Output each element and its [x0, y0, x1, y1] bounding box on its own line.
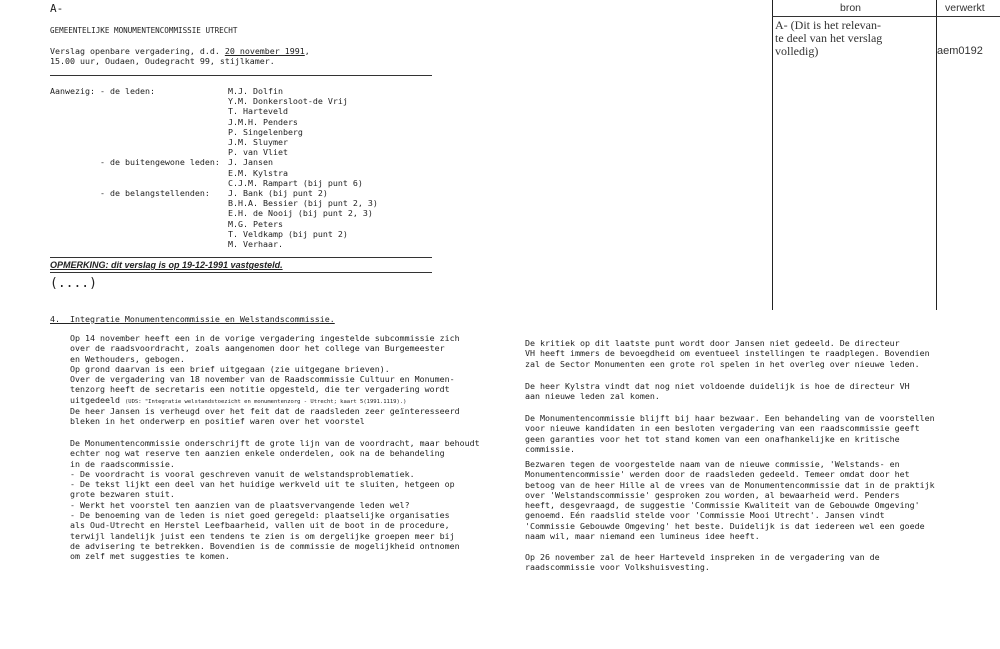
attendance-label: Aanwezig: [50, 86, 95, 96]
attendance-group-label: - de belangstellenden: [100, 188, 210, 198]
section-heading: 4. Integratie Monumentencommissie en Welstandscommissie. [50, 314, 335, 324]
attendance-group-label: - de buitengewone leden: [100, 157, 220, 168]
organization-title: GEMEENTELIJKE MONUMENTENCOMMISSIE UTRECHT [50, 26, 238, 35]
attendee-name: T. Harteveld [228, 106, 288, 117]
right-paragraph: De heer Kylstra vindt dat nog niet voldoende duidelijk is hoe de directeur VH aan nieuwe leden zal komen. [525, 381, 910, 402]
right-paragraph: Bezwaren tegen de voorgestelde naam van de nieuwe commissie, 'Welstands- en Monumentencommissie' werden door de raadsleden gedeeld. Temeer omdat door het betoog van de heer Hille al de vrees van de Monumentencommissie dat in de praktijk over 'Welstandscommissie' gesproken zou worden, al bewaarheid werd. Penders heeft, desgevraagd, de suggestie 'Commissie Kwaliteit van de Gebouwde Omgeving' genoemd. Eén raadslid stelde voor 'Commissie Mooi Utrecht'. Jansen vindt 'Commissie Gebouwde Omgeving' het beste. Duidelijk is dat iedereen wel een goede naam wil, maar niemand een lumineus idee heeft. [525, 459, 935, 542]
box-border [772, 16, 1000, 17]
attendee-name: Y.M. Donkersloot-de Vrij [228, 96, 348, 107]
attendee-name: J.M.H. Penders [228, 116, 298, 127]
attendee-name: J. Bank (bij punt 2) [228, 188, 328, 198]
attendee-name: P. van Vliet [228, 147, 288, 158]
remark: OPMERKING: dit verslag is op 19-12-1991 vastgesteld. [50, 260, 283, 270]
attendee-name: P. Singelenberg [228, 126, 303, 137]
margin-label: A- [50, 2, 64, 15]
divider [50, 272, 432, 273]
column-header-verwerkt: verwerkt [945, 2, 985, 14]
right-paragraph: De Monumentencommissie blijft bij haar bezwaar. Een behandeling van de voorstellen voor nieuwe kandidaten in een besloten vergadering van een raadscommissie geeft geen garanties voor het tot stand komen van een onafhankelijke en kritische commissie. [525, 413, 935, 454]
divider [50, 75, 432, 76]
attendee-name: J. Jansen [228, 157, 273, 168]
attendance-group-label: - de leden: [100, 86, 155, 96]
meeting-date: 20 november 1991 [224, 46, 305, 56]
meeting-line2: 15.00 uur, Oudaen, Oudegracht 99, stijlkamer. [50, 56, 275, 67]
reference-note: (UDS: "Integratie welstandstoezicht en monumentenzorg - Utrecht; kaart 5(1991.1119).) [124, 398, 407, 405]
meeting-punct: , [304, 46, 310, 56]
column-header-bron: bron [840, 2, 862, 14]
left-paragraph [70, 333, 460, 407]
attendee-name: E.H. de Nooij (bij punt 2, 3) [228, 208, 373, 219]
divider [50, 257, 432, 258]
attendee-name: B.H.A. Bessier (bij punt 2, 3) [228, 198, 378, 209]
attendee-name: T. Veldkamp (bij punt 2) [228, 228, 348, 239]
bron-text: A- (Dit is het relevan- te deel van het verslag volledig) [775, 18, 883, 58]
attendee-name: M.G. Peters [228, 218, 283, 229]
paragraph-text: Op 14 november heeft een in de vorige vergadering ingestelde subcommissie zich over de raadsvoordracht, zoals aangenomen door het college van Burgemeester en Wethouders, gebogen. Op grond daarvan is een brief uitgegaan (zie uitgegane brieven). Over de vergadering van 18 november van de Raadscommissie Cultuur en Monumen- tenzorg heeft de secretaris een notitie opgesteld, die ter vergadering wordt uitgedeeld [70, 333, 460, 405]
right-paragraph: Op 26 november zal de heer Harteveld inspreken in de vergadering van de raadscommissie voor Volkshuisvesting. [525, 552, 880, 573]
ellipsis: (....) [50, 276, 97, 291]
left-paragraph: De Monumentencommissie onderschrijft de grote lijn van de voordracht, maar behoudt echter nog wat reserve ten aanzien enkele onderdelen, ook na de behandeling in de raadscommissie. - De voordracht is vooral geschreven vanuit de welstandsproblematiek. - De tekst lijkt een deel van het huidige werkveld uit te sluiten, hetgeen op grote bezwaren stuit. - Werkt het voorstel ten aanzien van de plaatsvervangende leden wel? - De benoeming van de leden is niet goed geregeld: plaatselijke organisaties als Oud-Utrecht en Herstel Leefbaarheid, vallen uit de boot in de procedure, terwijl landelijk juist een tendens te zien is om dergelijke groepen meer bij de advisering te betrekken. Bovendien is de commissie de mogelijkheid ontnomen om zelf met suggesties te komen. [70, 438, 480, 562]
meeting-info [50, 46, 310, 67]
attendee-name: M.J. Dolfin [228, 86, 283, 96]
attendee-name: C.J.M. Rampart (bij punt 6) [228, 177, 363, 188]
attendee-name: E.M. Kylstra [228, 167, 288, 178]
verwerkt-code: aem0192 [937, 45, 983, 57]
meeting-line1: Verslag openbare vergadering, d.d. [50, 46, 225, 56]
left-paragraph: De heer Jansen is verheugd over het feit dat de raadsleden zeer geïnteresseerd bleken in het onderwerp en positief waren over het voorstel [70, 406, 460, 427]
attendee-name: M. Verhaar. [228, 239, 283, 249]
box-border [772, 0, 773, 310]
right-paragraph: De kritiek op dit laatste punt wordt door Jansen niet gedeeld. De directeur VH heeft immers de bevoegdheid om eventueel instellingen te raadplegen. Bovendien zal de Sector Monumenten een grote rol spelen in het overleg over nieuwe leden. [525, 338, 930, 369]
attendee-name: J.M. Sluymer [228, 137, 288, 147]
